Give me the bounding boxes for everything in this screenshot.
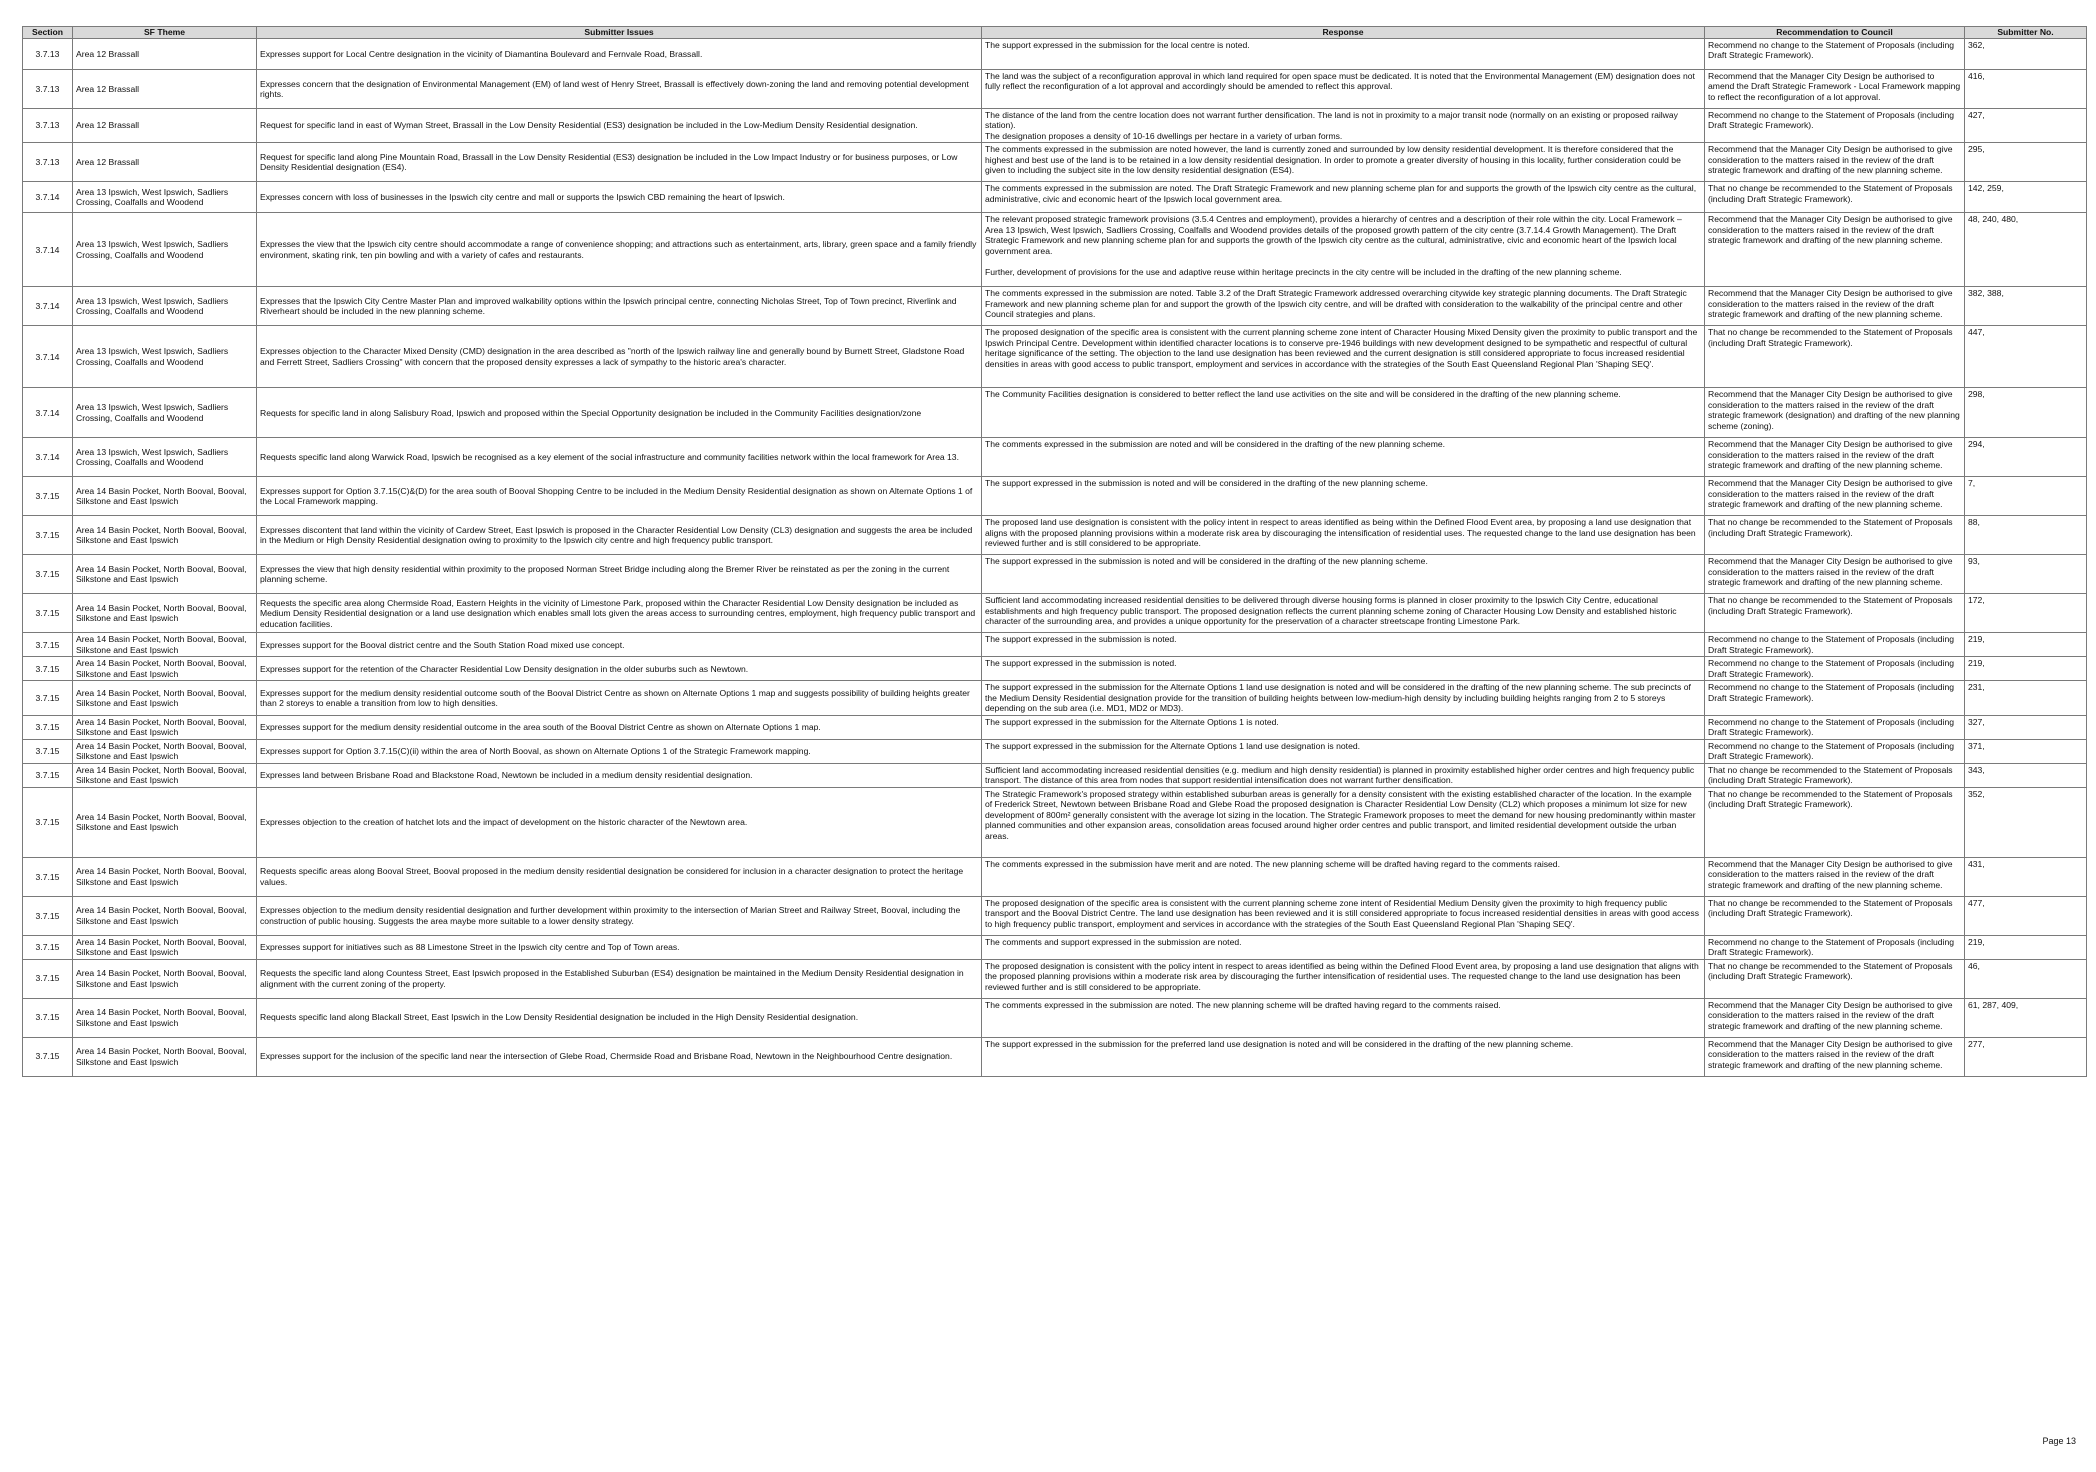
- response-cell: The Strategic Framework's proposed strategy within established suburban areas is generally for a density consistent with the existing established character of the location. In the example of Frederick Street, Newtown between Brisbane Road and Glebe Road the proposed designation is Character Residential Low Density (CL2) which proposes a minimum lot size for new development of 800m² generally consistent with the average lot sizing in the location. The Strategic Framework proposes to meet the demand for new housing predominantly within master planned communities and other expansion areas, consolidation areas focused around higher order centres and public transport, and limited residential development outside the urban areas.: [982, 787, 1705, 857]
- theme-cell: Area 14 Basin Pocket, North Booval, Booval, Silkstone and East Ipswich: [73, 1037, 257, 1076]
- recommendation-cell: Recommend that the Manager City Design be authorised to give consideration to the matters raised in the review of the draft strategic framework (designation) and drafting of the new planning scheme (zoning).: [1705, 388, 1965, 438]
- response-cell: The support expressed in the submission is noted and will be considered in the drafting of the new planning scheme.: [982, 555, 1705, 594]
- recommendation-cell: Recommend no change to the Statement of Proposals (including Draft Strategic Framework).: [1705, 681, 1965, 715]
- recommendation-cell: Recommend that the Manager City Design be authorised to give consideration to the matters raised in the review of the draft strategic framework and drafting of the new planning scheme.: [1705, 477, 1965, 516]
- section-cell: 3.7.13: [23, 39, 73, 70]
- issue-cell: Request for specific land in east of Wyman Street, Brassall in the Low Density Residential (ES3) designation be included in the Low-Medium Density Residential designation.: [257, 109, 982, 143]
- issue-cell: Expresses support for Option 3.7.15(C)&(D) for the area south of Booval Shopping Centre to be included in the Medium Density Residential designation as shown on Alternate Options 1 of the Local Framework mapping.: [257, 477, 982, 516]
- section-cell: 3.7.14: [23, 287, 73, 326]
- recommendation-cell: Recommend that the Manager City Design be authorised to give consideration to the matters raised in the review of the draft strategic framework and drafting of the new planning scheme.: [1705, 1037, 1965, 1076]
- submissions-table: [22, 26, 2087, 1077]
- response-cell: The comments expressed in the submission are noted. The new planning scheme will be drafted having regard to the comments raised.: [982, 998, 1705, 1037]
- issue-cell: Expresses support for the inclusion of the specific land near the intersection of Glebe Road, Chermside Road and Brisbane Road, Newtown in the Neighbourhood Centre designation.: [257, 1037, 982, 1076]
- header-submitter-issues: Submitter Issues: [257, 27, 982, 39]
- theme-cell: Area 13 Ipswich, West Ipswich, Sadliers Crossing, Coalfalls and Woodend: [73, 438, 257, 477]
- table-row: [23, 633, 2087, 657]
- response-cell: The support expressed in the submission for the local centre is noted.: [982, 39, 1705, 70]
- table-row: [23, 657, 2087, 681]
- issue-cell: Expresses concern with loss of businesses in the Ipswich city centre and mall or supports the Ipswich CBD remaining the heart of Ipswich.: [257, 182, 982, 213]
- submitter-cell: 219,: [1965, 657, 2087, 681]
- table-row: [23, 681, 2087, 715]
- theme-cell: Area 14 Basin Pocket, North Booval, Booval, Silkstone and East Ipswich: [73, 681, 257, 715]
- table-row: [23, 70, 2087, 109]
- section-cell: 3.7.15: [23, 657, 73, 681]
- table-row: [23, 326, 2087, 388]
- section-cell: 3.7.14: [23, 438, 73, 477]
- submitter-cell: 416,: [1965, 70, 2087, 109]
- response-cell: The proposed land use designation is consistent with the policy intent in respect to areas identified as being within the Defined Flood Event area, by proposing a land use designation that aligns with the proposed planning provisions within a moderate risk area by discouraging the intensification of residential uses. The requested change to the land use designation has been reviewed further and is still considered to be appropriate.: [982, 516, 1705, 555]
- submitter-cell: 343,: [1965, 763, 2087, 787]
- table-row: [23, 715, 2087, 739]
- recommendation-cell: Recommend that the Manager City Design be authorised to give consideration to the matters raised in the review of the draft strategic framework and drafting of the new planning scheme.: [1705, 857, 1965, 896]
- theme-cell: Area 12 Brassall: [73, 39, 257, 70]
- table-row: [23, 739, 2087, 763]
- response-cell: The support expressed in the submission is noted.: [982, 633, 1705, 657]
- issue-cell: Expresses the view that high density residential within proximity to the proposed Norman Street Bridge including along the Bremer River be reinstated as per the zoning in the current planning scheme.: [257, 555, 982, 594]
- theme-cell: Area 14 Basin Pocket, North Booval, Booval, Silkstone and East Ipswich: [73, 633, 257, 657]
- response-cell: The support expressed in the submission for the preferred land use designation is noted and will be considered in the drafting of the new planning scheme.: [982, 1037, 1705, 1076]
- response-cell: The land was the subject of a reconfiguration approval in which land required for open space must be dedicated. It is noted that the Environmental Management (EM) designation does not fully reflect the reconfiguration of a lot approval and accordingly should be amended to reflect this approval.: [982, 70, 1705, 109]
- table-row: [23, 213, 2087, 287]
- issue-cell: Requests for specific land in along Salisbury Road, Ipswich and proposed within the Special Opportunity designation be included in the Community Facilities designation/zone: [257, 388, 982, 438]
- issue-cell: Expresses support for the retention of the Character Residential Low Density designation in the older suburbs such as Newtown.: [257, 657, 982, 681]
- response-cell: The support expressed in the submission is noted and will be considered in the drafting of the new planning scheme.: [982, 477, 1705, 516]
- response-cell: The comments expressed in the submission have merit and are noted. The new planning scheme will be drafted having regard to the comments raised.: [982, 857, 1705, 896]
- section-cell: 3.7.15: [23, 477, 73, 516]
- issue-cell: Expresses that the Ipswich City Centre Master Plan and improved walkability options within the Ipswich principal centre, connecting Nicholas Street, Top of Town precinct, Riverlink and Riverheart should be included in the new planning scheme.: [257, 287, 982, 326]
- recommendation-cell: Recommend that the Manager City Design be authorised to give consideration to the matters raised in the review of the draft strategic framework and drafting of the new planning scheme.: [1705, 287, 1965, 326]
- recommendation-cell: That no change be recommended to the Statement of Proposals (including Draft Strategic Framework).: [1705, 763, 1965, 787]
- table-row: [23, 39, 2087, 70]
- submitter-cell: 295,: [1965, 143, 2087, 182]
- submitter-cell: 294,: [1965, 438, 2087, 477]
- submitter-cell: 219,: [1965, 935, 2087, 959]
- theme-cell: Area 13 Ipswich, West Ipswich, Sadliers Crossing, Coalfalls and Woodend: [73, 213, 257, 287]
- header-section: Section: [23, 27, 73, 39]
- recommendation-cell: That no change be recommended to the Statement of Proposals (including Draft Strategic Framework).: [1705, 594, 1965, 633]
- theme-cell: Area 14 Basin Pocket, North Booval, Booval, Silkstone and East Ipswich: [73, 516, 257, 555]
- theme-cell: Area 14 Basin Pocket, North Booval, Booval, Silkstone and East Ipswich: [73, 739, 257, 763]
- table-row: [23, 787, 2087, 857]
- recommendation-cell: That no change be recommended to the Statement of Proposals (including Draft Strategic Framework).: [1705, 959, 1965, 998]
- response-cell: The support expressed in the submission for the Alternate Options 1 is noted.: [982, 715, 1705, 739]
- table-row: [23, 998, 2087, 1037]
- section-cell: 3.7.14: [23, 213, 73, 287]
- submitter-cell: 7,: [1965, 477, 2087, 516]
- header-submitter-no: Submitter No.: [1965, 27, 2087, 39]
- issue-cell: Expresses the view that the Ipswich city centre should accommodate a range of convenience shopping; and attractions such as entertainment, arts, library, green space and a family friendly environment, skating rink, ten pin bowling and with a variety of cafes and restaurants.: [257, 213, 982, 287]
- submitter-cell: 142, 259,: [1965, 182, 2087, 213]
- recommendation-cell: Recommend no change to the Statement of Proposals (including Draft Strategic Framework).: [1705, 715, 1965, 739]
- section-cell: 3.7.14: [23, 388, 73, 438]
- submitter-cell: 277,: [1965, 1037, 2087, 1076]
- response-cell: Sufficient land accommodating increased residential densities (e.g. medium and high density residential) is planned in proximity established higher order centres and high frequency public transport. The distance of this area from nodes that support residential intensification does not warrant further densification.: [982, 763, 1705, 787]
- submitter-cell: 352,: [1965, 787, 2087, 857]
- submitter-cell: 298,: [1965, 388, 2087, 438]
- recommendation-cell: Recommend that the Manager City Design be authorised to give consideration to the matters raised in the review of the draft strategic framework and drafting of the new planning scheme.: [1705, 998, 1965, 1037]
- issue-cell: Expresses support for Option 3.7.15(C)(ii) within the area of North Booval, as shown on Alternate Options 1 of the Strategic Framework mapping.: [257, 739, 982, 763]
- recommendation-cell: Recommend no change to the Statement of Proposals (including Draft Strategic Framework).: [1705, 935, 1965, 959]
- table-row: [23, 1037, 2087, 1076]
- response-cell: The relevant proposed strategic framework provisions (3.5.4 Centres and employment), provides a hierarchy of centres and a description of their role within the city. Local Framework – Area 13 Ipswich, West Ipswich, Sadliers Crossing, Coalfalls and Woodend provides details of the proposed growth pattern of the city centre (3.7.14.4 Growth Management). The Draft Strategic Framework and new planning scheme plan for and supports the growth of the Ipswich city centre as the cultural, administrative, civic and economic heart of the Ipswich local government area. Further, development of provisions for the use and adaptive reuse within heritage precincts in the city centre will be included in the drafting of the new planning scheme.: [982, 213, 1705, 287]
- theme-cell: Area 14 Basin Pocket, North Booval, Booval, Silkstone and East Ipswich: [73, 959, 257, 998]
- recommendation-cell: That no change be recommended to the Statement of Proposals (including Draft Strategic Framework).: [1705, 326, 1965, 388]
- section-cell: 3.7.15: [23, 787, 73, 857]
- theme-cell: Area 14 Basin Pocket, North Booval, Booval, Silkstone and East Ipswich: [73, 477, 257, 516]
- table-row: [23, 555, 2087, 594]
- theme-cell: Area 14 Basin Pocket, North Booval, Booval, Silkstone and East Ipswich: [73, 896, 257, 935]
- submitter-cell: 327,: [1965, 715, 2087, 739]
- issue-cell: Expresses support for the medium density residential outcome south of the Booval District Centre as shown on Alternate Options 1 map and suggests possibility of building heights greater than 2 storeys to enable a transition from low to high densities.: [257, 681, 982, 715]
- submitter-cell: 231,: [1965, 681, 2087, 715]
- table-row: [23, 935, 2087, 959]
- response-cell: The comments expressed in the submission are noted. The Draft Strategic Framework and new planning scheme plan for and supports the growth of the Ipswich city centre as the cultural, administrative, civic and economic heart of the Ipswich local government area.: [982, 182, 1705, 213]
- theme-cell: Area 14 Basin Pocket, North Booval, Booval, Silkstone and East Ipswich: [73, 715, 257, 739]
- response-cell: The comments expressed in the submission are noted and will be considered in the drafting of the new planning scheme.: [982, 438, 1705, 477]
- issue-cell: Requests specific land along Warwick Road, Ipswich be recognised as a key element of the social infrastructure and community facilities network within the local framework for Area 13.: [257, 438, 982, 477]
- response-cell: The proposed designation of the specific area is consistent with the current planning scheme zone intent of Character Housing Mixed Density given the proximity to public transport and the Ipswich Principal Centre. Development within identified character locations is to conserve pre-1946 buildings with new development designed to be sympathetic and respectful of cultural heritage significance of the setting. The objection to the land use designation has been reviewed and the current designation is still considered appropriate to focus increased residential densities in areas with good access to public transport, employment and services in accordance with the strategies of the South East Queensland Regional Plan 'Shaping SEQ'.: [982, 326, 1705, 388]
- recommendation-cell: Recommend no change to the Statement of Proposals (including Draft Strategic Framework).: [1705, 633, 1965, 657]
- response-cell: The comments and support expressed in the submission are noted.: [982, 935, 1705, 959]
- issue-cell: Expresses support for the Booval district centre and the South Station Road mixed use concept.: [257, 633, 982, 657]
- issue-cell: Requests specific land along Blackall Street, East Ipswich in the Low Density Residential designation be included in the High Density Residential designation.: [257, 998, 982, 1037]
- section-cell: 3.7.15: [23, 1037, 73, 1076]
- table-row: [23, 182, 2087, 213]
- theme-cell: Area 14 Basin Pocket, North Booval, Booval, Silkstone and East Ipswich: [73, 857, 257, 896]
- submitter-cell: 48, 240, 480,: [1965, 213, 2087, 287]
- section-cell: 3.7.15: [23, 896, 73, 935]
- response-cell: The support expressed in the submission is noted.: [982, 657, 1705, 681]
- header-recommendation: Recommendation to Council: [1705, 27, 1965, 39]
- recommendation-cell: That no change be recommended to the Statement of Proposals (including Draft Strategic Framework).: [1705, 787, 1965, 857]
- response-cell: The support expressed in the submission for the Alternate Options 1 land use designation is noted and will be considered in the drafting of the new planning scheme. The sub precincts of the Medium Density Residential designation provide for the transition of building heights between low-medium-high density by including building heights ranging from 2 to 5 storeys depending on the sub area (i.e. MD1, MD2 or MD3).: [982, 681, 1705, 715]
- table-row: [23, 896, 2087, 935]
- issue-cell: Expresses support for Local Centre designation in the vicinity of Diamantina Boulevard and Fernvale Road, Brassall.: [257, 39, 982, 70]
- issue-cell: Requests specific areas along Booval Street, Booval proposed in the medium density residential designation be considered for inclusion in a character designation to protect the heritage values.: [257, 857, 982, 896]
- table-row: [23, 763, 2087, 787]
- theme-cell: Area 14 Basin Pocket, North Booval, Booval, Silkstone and East Ipswich: [73, 555, 257, 594]
- recommendation-cell: That no change be recommended to the Statement of Proposals (including Draft Strategic Framework).: [1705, 516, 1965, 555]
- submitter-cell: 382, 388,: [1965, 287, 2087, 326]
- section-cell: 3.7.14: [23, 182, 73, 213]
- theme-cell: Area 12 Brassall: [73, 70, 257, 109]
- recommendation-cell: Recommend that the Manager City Design be authorised to amend the Draft Strategic Framework - Local Framework mapping to reflect the reconfiguration of a lot approval.: [1705, 70, 1965, 109]
- section-cell: 3.7.15: [23, 739, 73, 763]
- response-cell: The proposed designation is consistent with the policy intent in respect to areas identified as being within the Defined Flood Event area, by proposing a land use designation that aligns with the proposed planning provisions within a moderate risk area by discouraging the further intensification of residential uses. The requested change to the land use designation has been reviewed further and is still considered to be appropriate.: [982, 959, 1705, 998]
- issue-cell: Expresses discontent that land within the vicinity of Cardew Street, East Ipswich is proposed in the Character Residential Low Density (CL3) designation and suggests the area be included in the Medium or High Density Residential designation owing to proximity to the Ipswich city centre and high frequency public transport.: [257, 516, 982, 555]
- table-row: [23, 594, 2087, 633]
- theme-cell: Area 14 Basin Pocket, North Booval, Booval, Silkstone and East Ipswich: [73, 935, 257, 959]
- section-cell: 3.7.15: [23, 715, 73, 739]
- section-cell: 3.7.15: [23, 555, 73, 594]
- submitter-cell: 88,: [1965, 516, 2087, 555]
- theme-cell: Area 13 Ipswich, West Ipswich, Sadliers Crossing, Coalfalls and Woodend: [73, 326, 257, 388]
- issue-cell: Expresses objection to the creation of hatchet lots and the impact of development on the historic character of the Newtown area.: [257, 787, 982, 857]
- section-cell: 3.7.14: [23, 326, 73, 388]
- submitter-cell: 477,: [1965, 896, 2087, 935]
- recommendation-cell: Recommend no change to the Statement of Proposals (including Draft Strategic Framework).: [1705, 39, 1965, 70]
- section-cell: 3.7.15: [23, 935, 73, 959]
- table-row: [23, 287, 2087, 326]
- theme-cell: Area 13 Ipswich, West Ipswich, Sadliers Crossing, Coalfalls and Woodend: [73, 388, 257, 438]
- submitter-cell: 93,: [1965, 555, 2087, 594]
- section-cell: 3.7.13: [23, 70, 73, 109]
- section-cell: 3.7.15: [23, 516, 73, 555]
- issue-cell: Requests the specific area along Chermside Road, Eastern Heights in the vicinity of Limestone Park, proposed within the Character Residential Low Density designation be included as Medium Density Residential designation or a land use designation which enables small lots given the areas access to surrounding centres, employment, high frequency public transport and education facilities.: [257, 594, 982, 633]
- header-sf-theme: SF Theme: [73, 27, 257, 39]
- recommendation-cell: Recommend no change to the Statement of Proposals (including Draft Strategic Framework).: [1705, 739, 1965, 763]
- table-row: [23, 109, 2087, 143]
- theme-cell: Area 14 Basin Pocket, North Booval, Booval, Silkstone and East Ipswich: [73, 787, 257, 857]
- theme-cell: Area 14 Basin Pocket, North Booval, Booval, Silkstone and East Ipswich: [73, 998, 257, 1037]
- recommendation-cell: That no change be recommended to the Statement of Proposals (including Draft Strategic Framework).: [1705, 182, 1965, 213]
- submitter-cell: 219,: [1965, 633, 2087, 657]
- theme-cell: Area 12 Brassall: [73, 143, 257, 182]
- table-row: [23, 477, 2087, 516]
- section-cell: 3.7.15: [23, 681, 73, 715]
- issue-cell: Expresses support for initiatives such as 88 Limestone Street in the Ipswich city centre and Top of Town areas.: [257, 935, 982, 959]
- table-header-row: [23, 27, 2087, 39]
- table-row: [23, 857, 2087, 896]
- table-row: [23, 959, 2087, 998]
- recommendation-cell: Recommend that the Manager City Design be authorised to give consideration to the matters raised in the review of the draft strategic framework and drafting of the new planning scheme.: [1705, 143, 1965, 182]
- response-cell: The comments expressed in the submission are noted however, the land is currently zoned and surrounded by low density residential development. It is therefore considered that the highest and best use of the land is to be retained in a low density residential designation. In order to promote a greater diversity of housing in this locality, further consideration could be given to including the subject site in the low density residential designation (ES4).: [982, 143, 1705, 182]
- issue-cell: Expresses objection to the Character Mixed Density (CMD) designation in the area described as "north of the Ipswich railway line and generally bound by Burnett Street, Gladstone Road and Ferrett Street, Sadliers Crossing" with concern that the proposed density expresses a lack of sympathy to the historic area's character.: [257, 326, 982, 388]
- theme-cell: Area 13 Ipswich, West Ipswich, Sadliers Crossing, Coalfalls and Woodend: [73, 182, 257, 213]
- submitter-cell: 362,: [1965, 39, 2087, 70]
- response-cell: The proposed designation of the specific area is consistent with the current planning scheme zone intent of Residential Medium Density given the proximity to high frequency public transport and the Booval District Centre. The land use designation has been reviewed and it is still considered appropriate to focus increased residential densities in areas with good access to high frequency public transport, employment and services in accordance with the strategies of the South East Queensland Regional Plan 'Shaping SEQ'.: [982, 896, 1705, 935]
- table-body: [23, 39, 2087, 1077]
- theme-cell: Area 13 Ipswich, West Ipswich, Sadliers Crossing, Coalfalls and Woodend: [73, 287, 257, 326]
- section-cell: 3.7.13: [23, 109, 73, 143]
- response-cell: The comments expressed in the submission are noted. Table 3.2 of the Draft Strategic Framework addressed overarching citywide key strategic planning documents. The Draft Strategic Framework and new planning scheme plan for and support the growth of the Ipswich city centre, and will be drafted with consideration to the walkability of the principal centre and other Council strategies and plans.: [982, 287, 1705, 326]
- table-row: [23, 516, 2087, 555]
- table-row: [23, 438, 2087, 477]
- table-row: [23, 143, 2087, 182]
- section-cell: 3.7.15: [23, 857, 73, 896]
- section-cell: 3.7.15: [23, 959, 73, 998]
- theme-cell: Area 14 Basin Pocket, North Booval, Booval, Silkstone and East Ipswich: [73, 763, 257, 787]
- issue-cell: Request for specific land along Pine Mountain Road, Brassall in the Low Density Residential (ES3) designation be included in the Low Impact Industry or for business purposes, or Low Density Residential designation (ES4).: [257, 143, 982, 182]
- theme-cell: Area 12 Brassall: [73, 109, 257, 143]
- section-cell: 3.7.15: [23, 998, 73, 1037]
- submitter-cell: 371,: [1965, 739, 2087, 763]
- recommendation-cell: Recommend that the Manager City Design be authorised to give consideration to the matters raised in the review of the draft strategic framework and drafting of the new planning scheme.: [1705, 438, 1965, 477]
- theme-cell: Area 14 Basin Pocket, North Booval, Booval, Silkstone and East Ipswich: [73, 594, 257, 633]
- response-cell: The support expressed in the submission for the Alternate Options 1 land use designation is noted.: [982, 739, 1705, 763]
- section-cell: 3.7.13: [23, 143, 73, 182]
- header-response: Response: [982, 27, 1705, 39]
- section-cell: 3.7.15: [23, 763, 73, 787]
- submitter-cell: 172,: [1965, 594, 2087, 633]
- page-number: Page 13: [2042, 1436, 2076, 1446]
- recommendation-cell: Recommend that the Manager City Design be authorised to give consideration to the matters raised in the review of the draft strategic framework and drafting of the new planning scheme.: [1705, 555, 1965, 594]
- theme-cell: Area 14 Basin Pocket, North Booval, Booval, Silkstone and East Ipswich: [73, 657, 257, 681]
- response-cell: The Community Facilities designation is considered to better reflect the land use activities on the site and will be considered in the drafting of the new planning scheme.: [982, 388, 1705, 438]
- recommendation-cell: Recommend that the Manager City Design be authorised to give consideration to the matters raised in the review of the draft strategic framework and drafting of the new planning scheme.: [1705, 213, 1965, 287]
- issue-cell: Expresses objection to the medium density residential designation and further development within proximity to the intersection of Marian Street and Railway Street, Booval, including the construction of public housing. Suggests the area maybe more suitable to a lower density strategy.: [257, 896, 982, 935]
- submitter-cell: 431,: [1965, 857, 2087, 896]
- submitter-cell: 427,: [1965, 109, 2087, 143]
- section-cell: 3.7.15: [23, 633, 73, 657]
- response-cell: The distance of the land from the centre location does not warrant further densification. The land is not in proximity to a major transit node (normally on an existing or proposed railway station). The designation proposes a density of 10-16 dwellings per hectare in a variety of urban forms.: [982, 109, 1705, 143]
- response-cell: Sufficient land accommodating increased residential densities to be delivered through diverse housing forms is planned in closer proximity to the Ipswich City Centre, educational establishments and high frequency public transport. The proposed designation reflects the current planning scheme zoning of Character Housing Low Density and established historic character of the surrounding area, and provides a unique opportunity for the preservation of a character streetscape fronting Limestone Park.: [982, 594, 1705, 633]
- table-row: [23, 388, 2087, 438]
- issue-cell: Requests the specific land along Countess Street, East Ipswich proposed in the Established Suburban (ES4) designation be maintained in the Medium Density Residential designation in alignment with the current zoning of the property.: [257, 959, 982, 998]
- issue-cell: Expresses support for the medium density residential outcome in the area south of the Booval District Centre as shown on Alternate Options 1 map.: [257, 715, 982, 739]
- issue-cell: Expresses concern that the designation of Environmental Management (EM) of land west of Henry Street, Brassall is effectively down-zoning the land and removing potential development rights.: [257, 70, 982, 109]
- submitter-cell: 61, 287, 409,: [1965, 998, 2087, 1037]
- submitter-cell: 46,: [1965, 959, 2087, 998]
- submitter-cell: 447,: [1965, 326, 2087, 388]
- recommendation-cell: That no change be recommended to the Statement of Proposals (including Draft Strategic Framework).: [1705, 896, 1965, 935]
- issue-cell: Expresses land between Brisbane Road and Blackstone Road, Newtown be included in a medium density residential designation.: [257, 763, 982, 787]
- section-cell: 3.7.15: [23, 594, 73, 633]
- recommendation-cell: Recommend no change to the Statement of Proposals (including Draft Strategic Framework).: [1705, 109, 1965, 143]
- recommendation-cell: Recommend no change to the Statement of Proposals (including Draft Strategic Framework).: [1705, 657, 1965, 681]
